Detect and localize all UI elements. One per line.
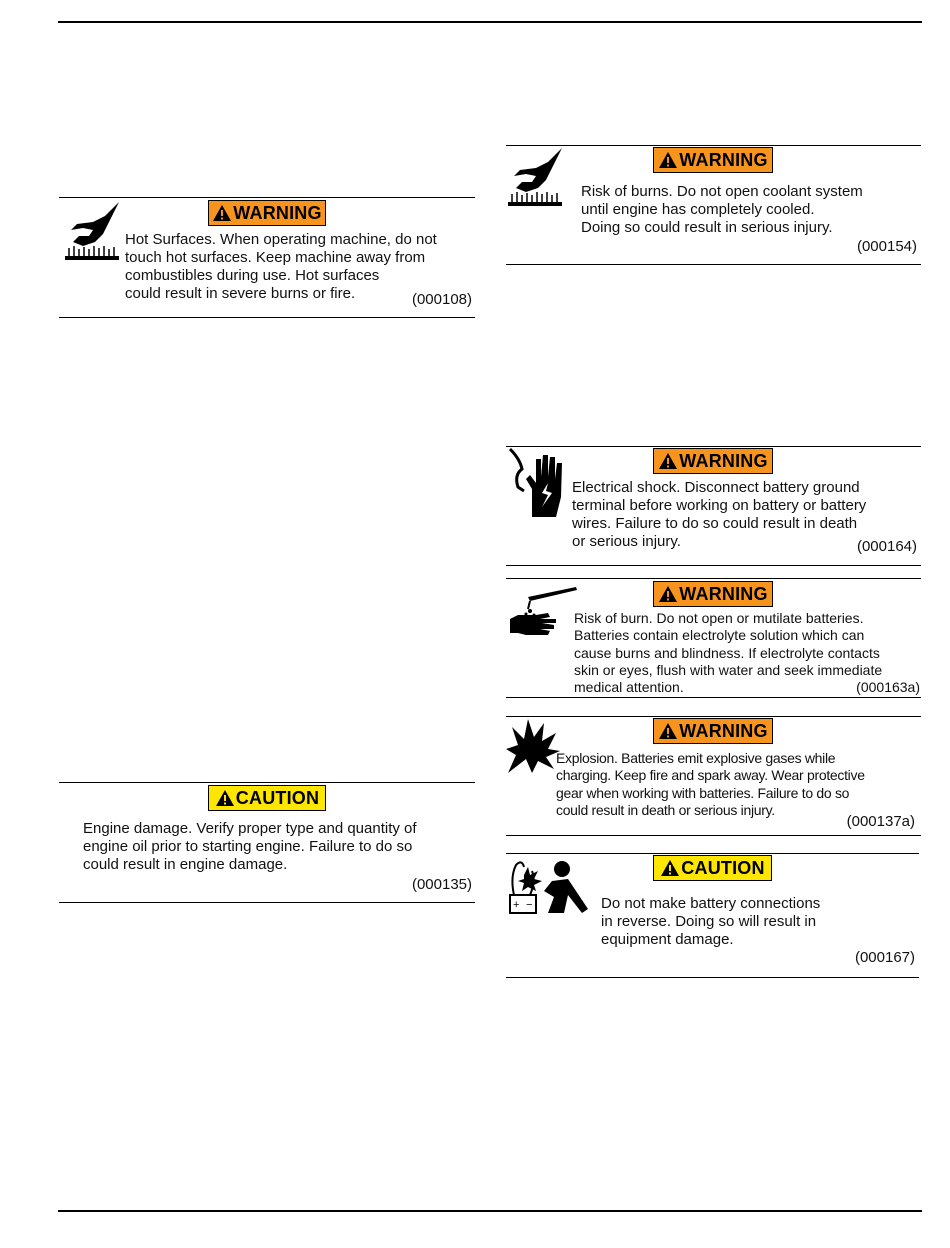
- alert-triangle-icon: [658, 722, 678, 740]
- caution-text: Do not make battery connections in reverse. Doing so will result in equipment damage.: [601, 895, 821, 948]
- notice-code: (000135): [411, 876, 472, 893]
- notice-code: (000163a): [856, 679, 920, 695]
- notice-code: (000167): [854, 949, 915, 966]
- hot-surface-hand-icon: [63, 200, 123, 262]
- alert-triangle-icon: [658, 151, 678, 169]
- bottom-rule: [58, 1210, 922, 1212]
- warning-header: [653, 581, 773, 607]
- electrical-shock-warning: [506, 446, 921, 566]
- warning-label: WARNING: [233, 202, 322, 223]
- battery-spark-person-icon: [508, 857, 592, 915]
- corrosive-hand-icon: [508, 583, 578, 639]
- warning-label: WARNING: [679, 149, 768, 170]
- warning-label: WARNING: [679, 720, 768, 741]
- coolant-burns-warning: [506, 145, 921, 265]
- alert-triangle-icon: [215, 789, 235, 807]
- svg-text:−: −: [526, 899, 533, 911]
- battery-reverse-caution: [506, 853, 919, 978]
- svg-text:+: +: [513, 899, 520, 911]
- alert-triangle-icon: [660, 859, 680, 877]
- hot-surfaces-warning: [59, 197, 475, 318]
- warning-text: Hot Surfaces. When operating machine, do not touch hot surfaces. Keep machine away from combustibles during use. Hot surfaces could result in severe burns or fire.: [125, 231, 437, 302]
- warning-text: Risk of burn. Do not open or mutilate batteries. Batteries contain electrolyte solution which can cause burns and blindness. If electrolyte contacts skin or eyes, flush with water and seek immediate medical attention.: [574, 610, 883, 696]
- alert-triangle-icon: [658, 452, 678, 470]
- warning-label: WARNING: [679, 583, 768, 604]
- hot-surface-hand-icon: [506, 146, 566, 208]
- engine-damage-caution: [59, 782, 475, 903]
- electric-shock-hand-icon: [506, 447, 568, 523]
- warning-header: [208, 200, 326, 226]
- warning-text: Explosion. Batteries emit explosive gases while charging. Keep fire and spark away. Wear protective gear when working with batteries. Failure to do so could result in death or serious injury.: [556, 750, 865, 818]
- warning-label: WARNING: [679, 450, 768, 471]
- warning-text: Risk of burns. Do not open coolant system until engine has completely cooled. Doing so could result in serious injury.: [581, 183, 863, 236]
- explosion-warning: [506, 716, 921, 836]
- caution-label: CAUTION: [235, 787, 320, 808]
- warning-text: Electrical shock. Disconnect battery ground terminal before working on battery or battery wires. Failure to do so could result in death or serious injury.: [572, 479, 867, 550]
- notice-code: (000154): [856, 238, 917, 255]
- warning-header: [653, 147, 773, 173]
- battery-burn-warning: [506, 578, 921, 698]
- notice-code: (000164): [856, 538, 917, 555]
- alert-triangle-icon: [212, 204, 232, 222]
- alert-triangle-icon: [658, 585, 678, 603]
- notice-code: (000137a): [846, 813, 915, 830]
- warning-header: [653, 718, 773, 744]
- warning-header: [653, 448, 773, 474]
- top-rule: [58, 21, 922, 23]
- caution-header: [208, 785, 326, 811]
- caution-label: CAUTION: [681, 857, 765, 878]
- caution-header: [653, 855, 772, 881]
- caution-text: Engine damage. Verify proper type and quantity of engine oil prior to starting engine. Failure to do so could result in engine damage.: [83, 820, 417, 873]
- notice-code: (000108): [411, 291, 472, 308]
- explosion-icon: [506, 719, 562, 775]
